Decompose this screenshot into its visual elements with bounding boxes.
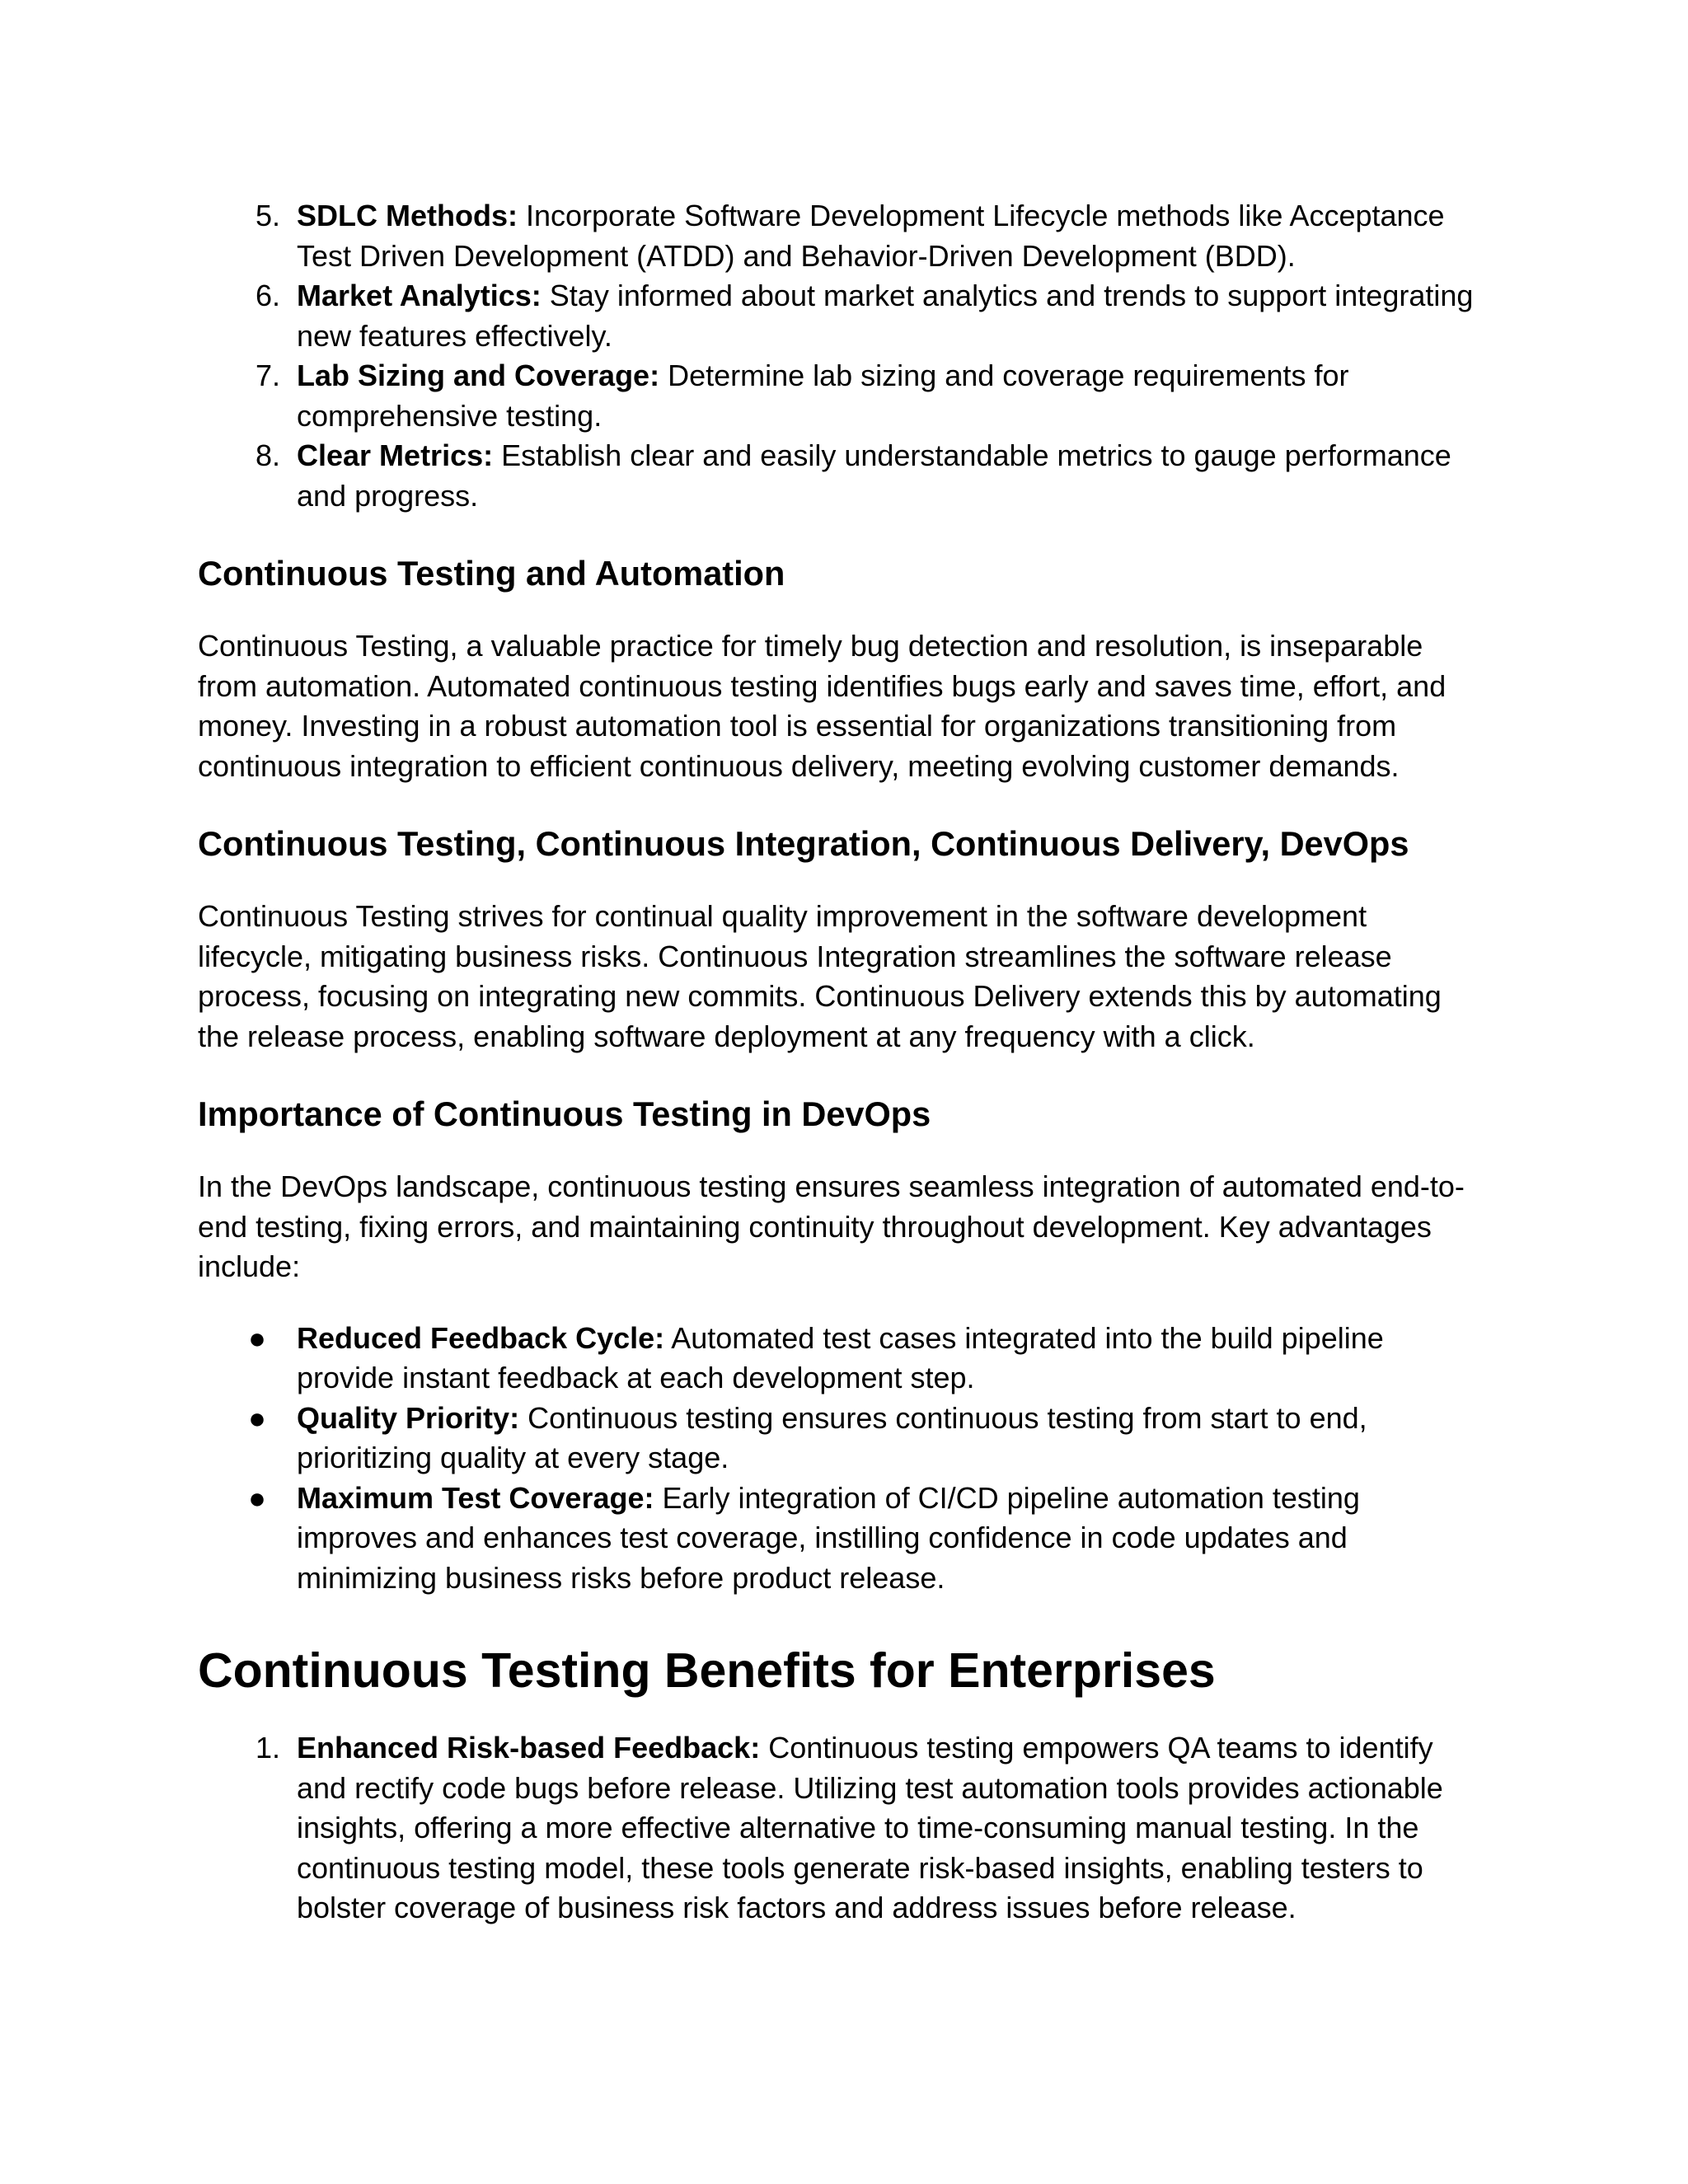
list-number: 7.: [255, 359, 280, 392]
list-item-text: Establish clear and easily understandable metrics to gauge performance and progress.: [297, 438, 1451, 513]
page-title: Continuous Testing Benefits for Enterprises: [198, 1643, 1216, 1698]
list-item: [198, 1319, 1484, 1399]
list-item-text: Automated test cases integrated into the build pipeline provide instant feedback at each development step.: [297, 1320, 1384, 1394]
list-item-text: Stay informed about market analytics and trends to support integrating new features effectively.: [297, 279, 1474, 353]
bullet-icon: ●: [248, 1480, 266, 1515]
bullet-icon: ●: [248, 1400, 266, 1435]
list-item-term: Quality Priority:: [297, 1400, 520, 1435]
list-item: [198, 1728, 1484, 1929]
list-item-term: Lab Sizing and Coverage:: [297, 359, 660, 392]
section-body-ci-cd-devops: Continuous Testing strives for continual quality improvement in the software development lifecycle, mitigating business risks. Continuous Integration streamlines the software release process, focusing on integrating new commits. Continuous Delivery extends this by automating the release process, enabling software deployment at any frequency with a click.: [198, 899, 1442, 1053]
list-item-term: Clear Metrics:: [297, 438, 494, 472]
numbered-list-benefits: [198, 1728, 1484, 1929]
numbered-list-top: [198, 196, 1484, 516]
list-item: [198, 276, 1484, 356]
list-item-term: Market Analytics:: [297, 279, 542, 312]
list-item-text: Continuous testing ensures continuous testing from start to end, prioritizing quality at every stage.: [297, 1400, 1367, 1474]
list-item-text: Early integration of CI/CD pipeline automation testing improves and enhances test coverage, instilling confidence in code updates and minimizing business risks before product release.: [297, 1480, 1360, 1595]
list-item: [198, 196, 1484, 276]
list-item: [198, 1399, 1484, 1479]
bullet-icon: ●: [248, 1320, 266, 1355]
list-item-text: Continuous testing empowers QA teams to identify and rectify code bugs before release. Utilizing test automation tools provides actionable insights, offering a more effective alternative to time-consuming manual testing. In the continuous testing model, these tools generate risk-based insights, enabling testers to bolster coverage of business risk factors and address issues before release.: [297, 1731, 1443, 1924]
list-item-text: Incorporate Software Development Lifecycle methods like Acceptance Test Driven Development (ATDD) and Behavior-Driven Development (BDD).: [297, 199, 1445, 273]
list-number: 8.: [255, 438, 280, 472]
section-heading-ci-cd-devops: Continuous Testing, Continuous Integration, Continuous Delivery, DevOps: [198, 824, 1409, 863]
list-number: 5.: [255, 199, 280, 232]
list-number: 6.: [255, 279, 280, 312]
section-heading-automation: Continuous Testing and Automation: [198, 554, 785, 593]
section-body-importance: In the DevOps landscape, continuous testing ensures seamless integration of automated end-to-end testing, fixing errors, and maintaining continuity throughout development. Key advantages include:: [198, 1169, 1465, 1283]
list-item-term: Maximum Test Coverage:: [297, 1480, 654, 1515]
document-page: [198, 196, 1484, 1929]
list-item-term: SDLC Methods:: [297, 199, 518, 232]
list-item-term: Reduced Feedback Cycle:: [297, 1320, 665, 1355]
section-heading-importance: Importance of Continuous Testing in DevOps: [198, 1094, 931, 1133]
list-item: [198, 436, 1484, 516]
list-item: [198, 1479, 1484, 1599]
section-body-automation: Continuous Testing, a valuable practice for timely bug detection and resolution, is inseparable from automation. Automated continuous testing identifies bugs early and saves time, effort, and money. Investing in a robust automation tool is essential for organizations transitioning from continuous integration to efficient continuous delivery, meeting evolving customer demands.: [198, 629, 1447, 783]
list-item: [198, 356, 1484, 436]
list-item-text: Determine lab sizing and coverage requirements for comprehensive testing.: [297, 359, 1349, 433]
list-number: 1.: [255, 1731, 280, 1765]
list-item-term: Enhanced Risk-based Feedback:: [297, 1731, 761, 1765]
bullet-list: [198, 1319, 1484, 1599]
